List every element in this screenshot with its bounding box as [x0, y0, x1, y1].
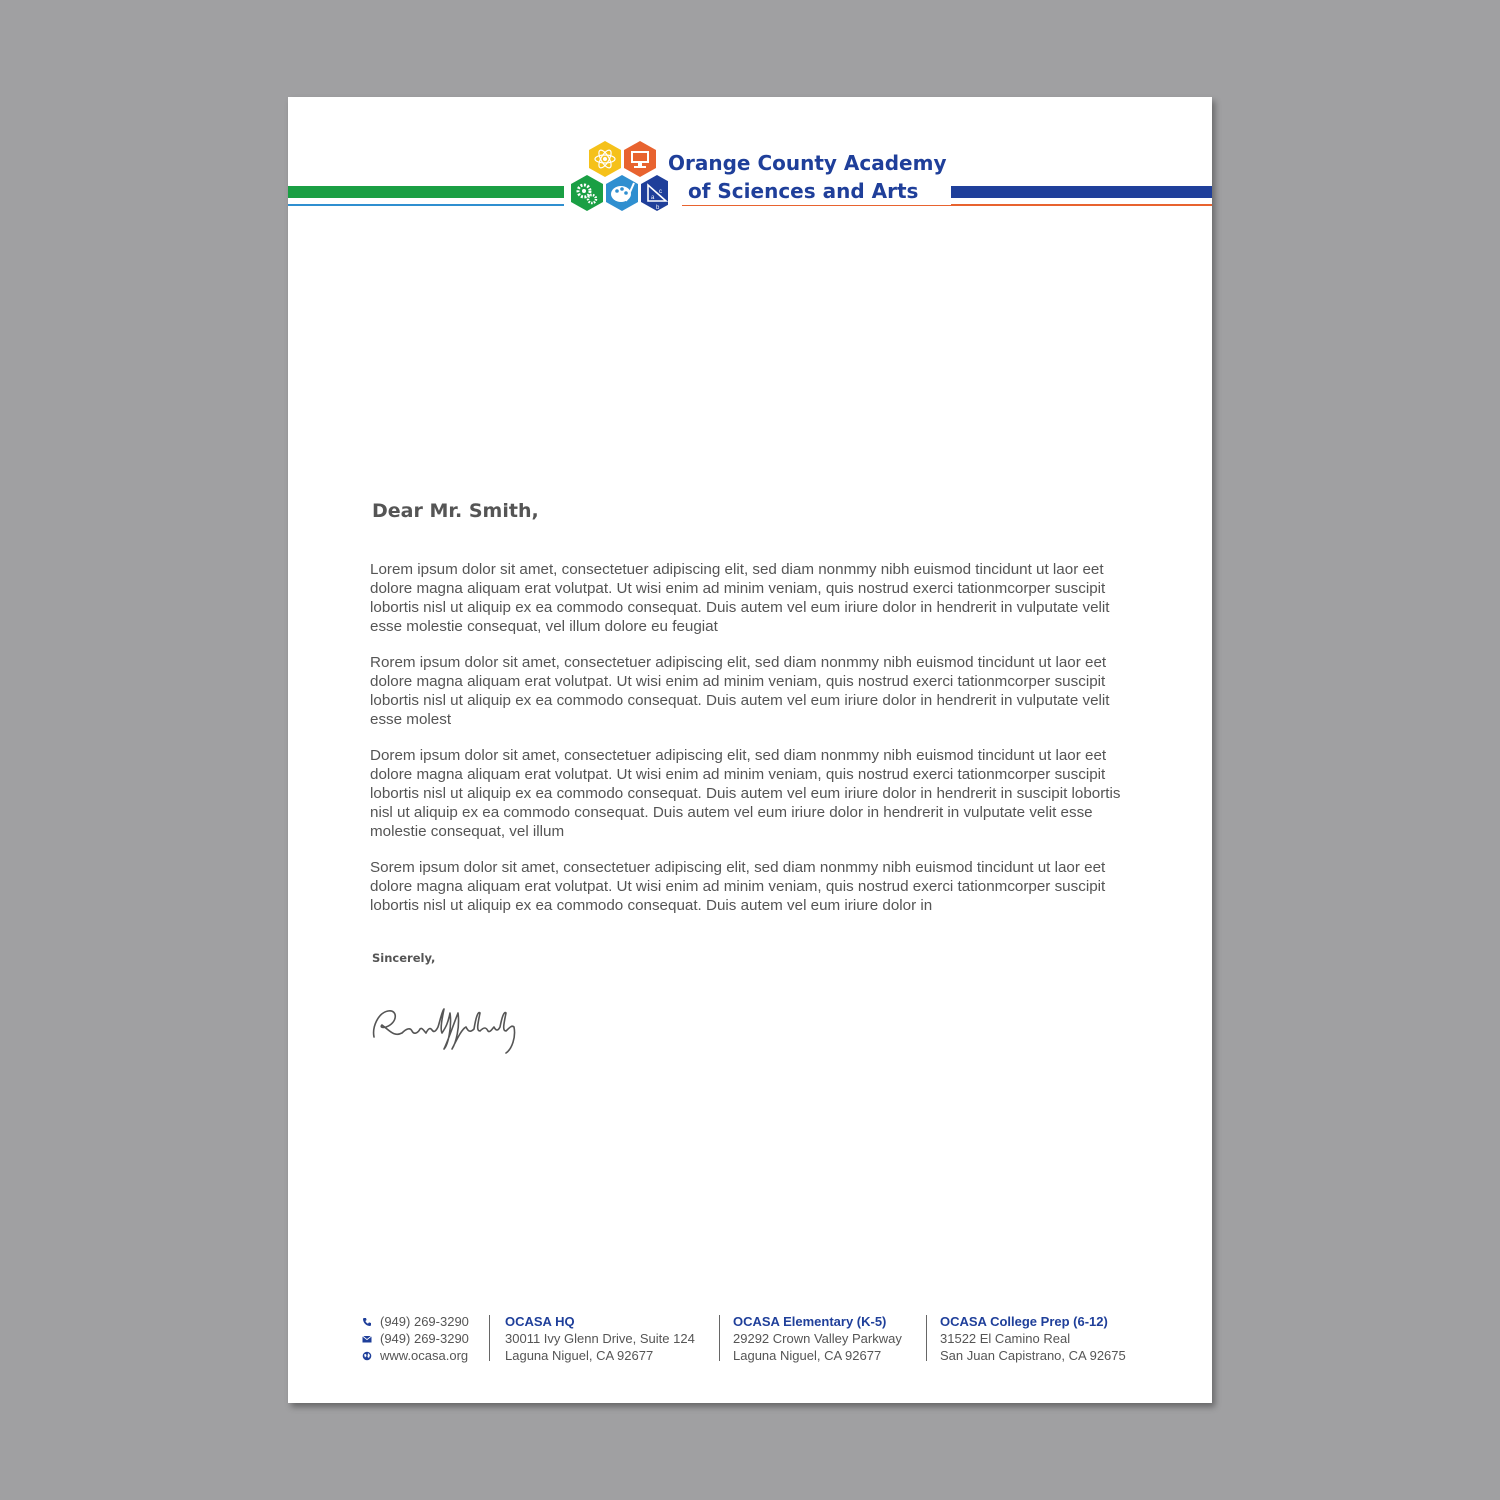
svg-text:c: c	[659, 189, 662, 195]
gears-hexagon-icon	[571, 175, 603, 211]
footer-divider	[719, 1315, 720, 1361]
header-stripe-light-blue	[288, 204, 564, 206]
footer-divider	[489, 1315, 490, 1361]
school-name-wordmark	[668, 149, 951, 205]
letter-paragraph-1: Lorem ipsum dolor sit amet, consectetuer adipiscing elit, sed diam nonmmy nibh euismod tincidunt ut laor eet dolore magna aliquam erat volutpat. Ut wisi enim ad minim veniam, quis nostrud exerci tationmcorper suscipit lobortis nisl ut aliquip ex ea commodo consequat. Duis autem vel eum iriure dolor in hendrerit in vulputate velit esse molestie consequat, vel illum dolore eu feugiat	[370, 561, 1110, 635]
location-name: OCASA Elementary (K-5)	[733, 1314, 887, 1329]
footer-website-row	[362, 1347, 469, 1364]
location-address-line-2: San Juan Capistrano, CA 92675	[940, 1348, 1126, 1363]
footer-fax-row	[362, 1330, 469, 1347]
letter-paragraph-3: Dorem ipsum dolor sit amet, consectetuer adipiscing elit, sed diam nonmmy nibh euismod tincidunt ut laor eet dolore magna aliquam erat volutpat. Ut wisi enim ad minim veniam, quis nostrud exerci tationmcorper suscipit lobortis nisl ut aliquip ex ea commodo consequat. Duis autem vel eum iriure dolor in hendrerit in suscipit lobortis nisl ut aliquip ex ea commodo consequat. Duis autem vel eum iriure dolor in hendrerit in vulputate velit esse molestie consequat, vel illum	[370, 747, 1121, 840]
letter-salutation: Dear Mr. Smith,	[372, 500, 539, 522]
footer-location-elementary	[733, 1313, 902, 1364]
school-name-line-1: Orange County Academy	[668, 151, 947, 175]
location-address-line-1: 29292 Crown Valley Parkway	[733, 1331, 902, 1346]
footer-divider	[926, 1315, 927, 1361]
footer-website: www.ocasa.org	[380, 1348, 469, 1363]
svg-text:b: b	[656, 205, 660, 211]
header-stripe-green	[288, 186, 564, 198]
phone-icon	[362, 1317, 372, 1327]
svg-text:a: a	[651, 195, 655, 201]
letter-paragraph-2: Rorem ipsum dolor sit amet, consectetuer adipiscing elit, sed diam nonmmy nibh euismod tincidunt ut laor eet dolore magna aliquam erat volutpat. Ut wisi enim ad minim veniam, quis nostrud exerci tationmcorper suscipit lobortis nisl ut aliquip ex ea commodo consequat. Duis autem vel eum iriure dolor in hendrerit in vulputate velit esse molest	[370, 654, 1110, 728]
footer-phone: (949) 269-3290	[380, 1314, 469, 1329]
location-address-line-2: Laguna Niguel, CA 92677	[505, 1348, 654, 1363]
footer-contact-column	[362, 1313, 469, 1364]
footer-fax: (949) 269-3290	[380, 1331, 469, 1346]
school-name-line-2: of Sciences and Arts	[688, 179, 919, 203]
letter-closing: Sincerely,	[372, 951, 436, 965]
footer-phone-row	[362, 1313, 469, 1330]
location-address-line-1: 31522 El Camino Real	[940, 1331, 1071, 1346]
letterhead-page	[288, 97, 1212, 1403]
handwritten-signature	[368, 997, 528, 1059]
location-address-line-2: Laguna Niguel, CA 92677	[733, 1348, 882, 1363]
footer-location-hq	[505, 1313, 695, 1364]
envelope-icon	[362, 1334, 372, 1344]
letter-paragraph-4: Sorem ipsum dolor sit amet, consectetuer adipiscing elit, sed diam nonmmy nibh euismod tincidunt ut laor eet dolore magna aliquam erat volutpat. Ut wisi enim ad minim veniam, quis nostrud exerci tationmcorper suscipit lobortis nisl ut aliquip ex ea commodo consequat. Duis autem vel eum iriure dolor in	[370, 859, 1106, 914]
letter-body	[370, 560, 1140, 932]
location-address-line-1: 30011 Ivy Glenn Drive, Suite 124	[505, 1331, 695, 1346]
location-name: OCASA College Prep (6-12)	[940, 1314, 1108, 1329]
location-name: OCASA HQ	[505, 1314, 575, 1329]
footer-location-college-prep	[940, 1313, 1126, 1364]
globe-icon	[362, 1351, 372, 1361]
